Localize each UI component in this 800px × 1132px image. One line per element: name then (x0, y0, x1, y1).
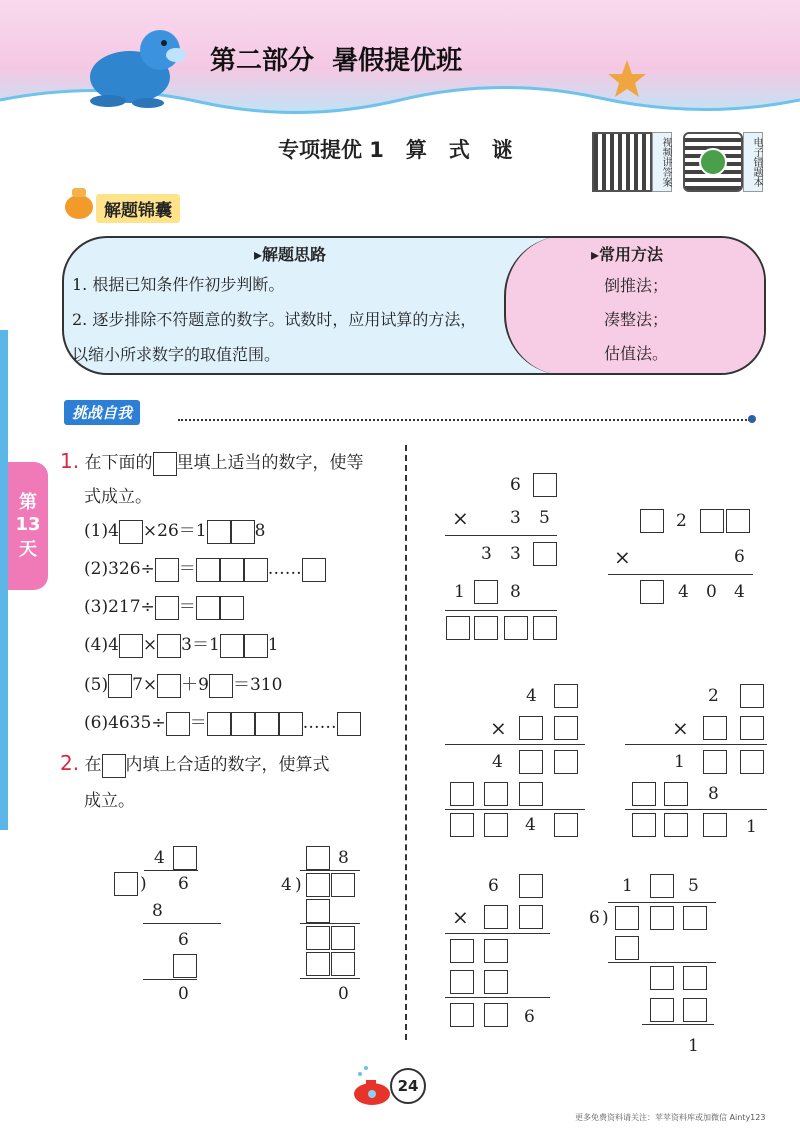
answer-box[interactable] (255, 712, 279, 736)
q2-text-b: 内填上合适的数字，使算式 (125, 755, 330, 775)
answer-box[interactable] (279, 712, 303, 736)
div3-vinculum (608, 902, 716, 903)
m2-digit-b: 6 (734, 547, 745, 567)
m2-digit-r2: 0 (706, 582, 717, 602)
q1-item-6: (6)4635÷ ＝ …… (84, 710, 361, 736)
m4-line2 (625, 809, 767, 810)
answer-box[interactable] (615, 906, 639, 930)
answer-box[interactable] (484, 939, 508, 963)
answer-box[interactable] (533, 542, 557, 566)
m1-digit-b1: 3 (510, 508, 521, 528)
qr-code-video[interactable] (592, 132, 652, 192)
answer-box[interactable] (683, 966, 707, 990)
answer-box[interactable] (231, 520, 255, 544)
answer-box[interactable] (519, 874, 543, 898)
answer-box[interactable] (166, 712, 190, 736)
methods-title: ▸常用方法 (591, 245, 664, 264)
m3-line2 (445, 809, 585, 810)
column-divider (405, 445, 407, 1040)
answer-box[interactable] (632, 782, 656, 806)
div2-line2 (300, 978, 360, 979)
div1-row2: 6 (178, 930, 189, 950)
answer-box[interactable] (114, 872, 138, 896)
answer-box[interactable] (450, 970, 474, 994)
answer-box[interactable] (484, 1003, 508, 1027)
div3-quotient-1: 1 (622, 876, 633, 896)
answer-box[interactable] (306, 926, 330, 950)
answer-box[interactable] (119, 634, 143, 658)
div3-line2 (642, 1024, 714, 1025)
q1-item-5: (5) 7× ＋9 ＝310 (84, 672, 282, 698)
method-3: 估值法。 (604, 344, 669, 363)
answer-box[interactable] (664, 813, 688, 837)
answer-box[interactable] (337, 712, 361, 736)
answer-box[interactable] (554, 813, 578, 837)
answer-box[interactable] (484, 970, 508, 994)
answer-box[interactable] (119, 520, 143, 544)
answer-box[interactable] (450, 813, 474, 837)
answer-box[interactable] (703, 750, 727, 774)
div2-quotient-digit: 8 (338, 848, 349, 868)
q1-text-a: 在下面的 (84, 453, 153, 473)
seal-icon (78, 15, 188, 115)
page-number: 24 (390, 1068, 426, 1104)
answer-box[interactable] (700, 509, 724, 533)
answer-box[interactable] (533, 616, 557, 640)
answer-box[interactable] (664, 782, 688, 806)
div2-zero: 0 (338, 984, 349, 1004)
day-tab-line1: 第 (19, 492, 37, 513)
answer-box[interactable] (331, 952, 355, 976)
m4-line1 (625, 744, 767, 745)
m1-line2 (445, 610, 557, 611)
answer-box[interactable] (108, 674, 132, 698)
answer-box[interactable] (632, 813, 656, 837)
m3-digit-r: 4 (525, 815, 536, 835)
answer-box[interactable] (244, 558, 268, 582)
answer-box[interactable] (740, 716, 764, 740)
qr2-label: 电子错题本 (743, 132, 763, 192)
q1-item-1: (1)4 ×26＝1 8 (84, 518, 265, 544)
answer-box[interactable] (450, 782, 474, 806)
divider-end-dot (748, 415, 756, 423)
div3-remainder: 1 (688, 1036, 699, 1056)
m3-line1 (445, 744, 585, 745)
div1-zero: 0 (178, 984, 189, 1004)
answer-box[interactable] (209, 674, 233, 698)
answer-box[interactable] (650, 966, 674, 990)
q1-number: 1. (60, 449, 80, 473)
div1-line2 (143, 979, 197, 980)
m1-digit-p4: 8 (510, 582, 521, 602)
m2-digit-r1: 4 (678, 582, 689, 602)
div3-bracket: ) (602, 908, 609, 928)
starfish-icon (606, 58, 648, 100)
m1-digit-a: 6 (510, 475, 521, 495)
answer-box[interactable] (683, 906, 707, 930)
answer-box[interactable] (446, 616, 470, 640)
div1-row1: 8 (152, 901, 163, 921)
answer-box[interactable] (157, 674, 181, 698)
answer-box[interactable] (102, 754, 126, 778)
m4-digit-p: 1 (674, 752, 685, 772)
answer-box[interactable] (474, 616, 498, 640)
answer-box[interactable] (504, 616, 528, 640)
div3-divisor: 6 (589, 908, 600, 928)
day-tab (8, 462, 48, 590)
div1-line1 (143, 923, 221, 924)
q1-item-4: (4)4 × 3＝1 1 (84, 632, 279, 658)
answer-box[interactable] (703, 813, 727, 837)
m1-digit-p1: 3 (481, 544, 492, 564)
answer-box[interactable] (173, 954, 197, 978)
answer-box[interactable] (155, 596, 179, 620)
m1-digit-p3: 1 (454, 582, 465, 602)
section-title: 第二部分 暑假提优班 (210, 46, 463, 76)
answer-box[interactable] (650, 906, 674, 930)
answer-box[interactable] (740, 750, 764, 774)
answer-box[interactable] (450, 1003, 474, 1027)
div2-bracket: ) (295, 875, 302, 895)
answer-box[interactable] (306, 952, 330, 976)
answer-box[interactable] (554, 716, 578, 740)
m5-times-sign: × (452, 905, 469, 929)
dotted-divider (178, 419, 750, 421)
footer-note: 更多免费资料请关注：苹苹资料库或加微信 Ainty123 (575, 1113, 766, 1122)
div1-vinculum (144, 870, 198, 871)
m4-times-sign: × (672, 716, 689, 740)
answer-box[interactable] (703, 716, 727, 740)
method-2: 凑整法； (604, 310, 669, 329)
answer-box[interactable] (533, 473, 557, 497)
answer-box[interactable] (173, 846, 197, 870)
day-tab-line2: 13 (15, 514, 41, 535)
lesson-title: 专项提优 1 算 式 谜 (278, 138, 513, 162)
div3-line1 (608, 962, 716, 963)
answer-box[interactable] (207, 712, 231, 736)
answer-box[interactable] (519, 782, 543, 806)
q1-text-b: 里填上适当的数字，使等 (176, 453, 364, 473)
globe-icon (699, 148, 727, 176)
m2-line1 (608, 574, 753, 575)
div2-line1 (300, 923, 360, 924)
m3-digit-p: 4 (492, 752, 503, 772)
q2-number: 2. (60, 751, 80, 775)
day-tab-line3: 天 (19, 539, 37, 560)
answer-box[interactable] (196, 596, 220, 620)
answer-box[interactable] (554, 684, 578, 708)
answer-box[interactable] (519, 716, 543, 740)
answer-box[interactable] (740, 684, 764, 708)
answer-box[interactable] (220, 596, 244, 620)
answer-box[interactable] (244, 634, 268, 658)
m5-digit-r: 6 (524, 1007, 535, 1027)
answer-box[interactable] (220, 634, 244, 658)
answer-box[interactable] (554, 750, 578, 774)
answer-box[interactable] (220, 558, 244, 582)
answer-box[interactable] (331, 926, 355, 950)
m5-line2 (445, 997, 550, 998)
answer-box[interactable] (306, 846, 330, 870)
answer-box[interactable] (196, 558, 220, 582)
answer-box[interactable] (306, 873, 330, 897)
answer-box[interactable] (484, 782, 508, 806)
left-blue-edge (0, 330, 8, 830)
thinking-line-1: 1. 根据已知条件作初步判断。 (72, 275, 285, 294)
answer-box[interactable] (207, 520, 231, 544)
q1-text-c: 式成立。 (84, 487, 152, 507)
moneybag-icon (62, 184, 96, 220)
m2-digit-r3: 4 (734, 582, 745, 602)
div3-quotient-2: 5 (688, 876, 699, 896)
answer-box[interactable] (306, 899, 330, 923)
answer-box[interactable] (640, 509, 664, 533)
q2-text-a: 在 (84, 755, 102, 775)
answer-box[interactable] (302, 558, 326, 582)
div2-divisor: 4 (281, 875, 292, 895)
m4-digit-r: 1 (746, 817, 757, 837)
m2-digit-a: 2 (676, 511, 687, 531)
answer-box[interactable] (155, 558, 179, 582)
answer-box[interactable] (484, 813, 508, 837)
m1-times-sign: × (452, 506, 469, 530)
m3-digit-a: 4 (526, 686, 537, 706)
div1-bracket: ) (140, 874, 147, 894)
answer-box[interactable] (519, 905, 543, 929)
answer-box[interactable] (726, 509, 750, 533)
answer-box[interactable] (450, 939, 474, 963)
answer-box[interactable] (683, 998, 707, 1022)
m1-line1 (445, 535, 557, 536)
q2-text-c: 成立。 (84, 791, 135, 811)
answer-box[interactable] (331, 873, 355, 897)
thinking-line-2: 2. 逐步排除不符题意的数字。试数时，应用试算的方法， (72, 310, 477, 329)
qr1-label: 视频讲答案 (652, 132, 672, 192)
q1-item-3: (3)217÷ ＝ (84, 594, 244, 620)
answer-box[interactable] (153, 452, 177, 476)
q2-text-line1 (60, 750, 330, 778)
method-1: 倒推法； (604, 276, 669, 295)
div1-quotient-digit: 4 (154, 848, 165, 868)
thinking-line-3: 以缩小所求数字的取值范围。 (72, 345, 281, 364)
m1-digit-b2: 5 (539, 508, 550, 528)
tips-section-label: 解题锦囊 (96, 194, 180, 223)
m2-times-sign: × (614, 545, 631, 569)
answer-box[interactable] (484, 905, 508, 929)
answer-box[interactable] (640, 580, 664, 604)
div1-dividend-digit: 6 (178, 874, 189, 894)
answer-box[interactable] (615, 936, 639, 960)
m4-digit-a: 2 (708, 686, 719, 706)
m4-digit-q: 8 (708, 784, 719, 804)
thinking-title: ▸解题思路 (254, 245, 327, 264)
challenge-label: 挑战自我 (64, 400, 140, 425)
answer-box[interactable] (650, 998, 674, 1022)
m1-digit-p2: 3 (510, 544, 521, 564)
q1-item-2: (2)326÷ ＝ …… (84, 556, 326, 582)
answer-box[interactable] (474, 580, 498, 604)
answer-box[interactable] (519, 750, 543, 774)
m5-line1 (445, 933, 550, 934)
answer-box[interactable] (650, 874, 674, 898)
q1-text-line1 (60, 448, 364, 476)
m5-digit-a: 6 (488, 876, 499, 896)
m3-times-sign: × (490, 716, 507, 740)
div2-vinculum (300, 870, 360, 871)
answer-box[interactable] (231, 712, 255, 736)
answer-box[interactable] (157, 634, 181, 658)
